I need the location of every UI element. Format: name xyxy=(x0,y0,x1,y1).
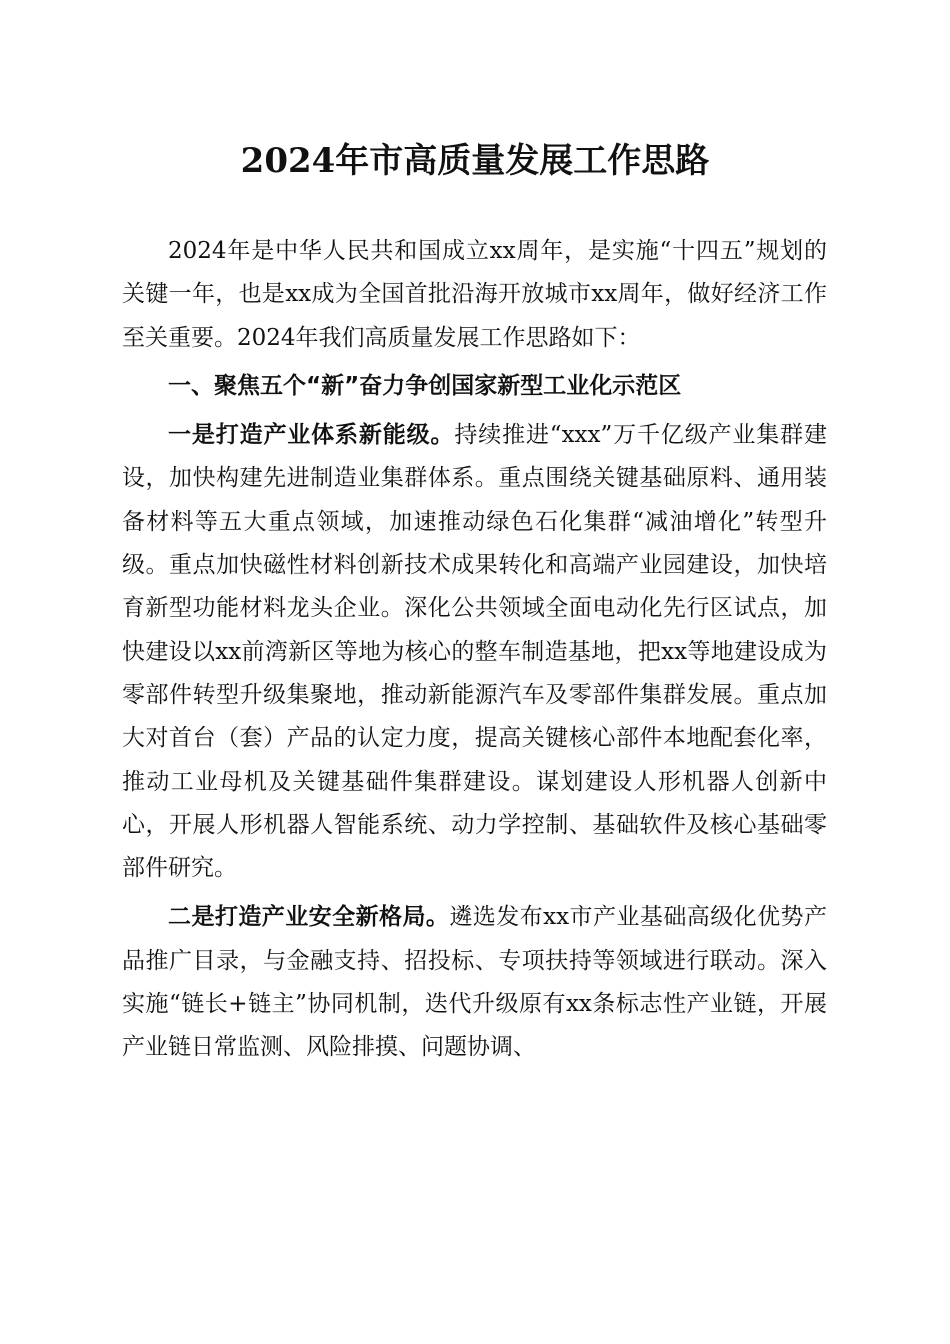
intro-paragraph: 2024年是中华人民共和国成立xx周年，是实施“十四五”规划的关键一年，也是xx成为全国首批沿海开放城市xx周年，做好经济工作至关重要。2024年我们高质量发展工作思路如下： xyxy=(122,238,827,351)
item-body-text: 遴选发布xx市产业基础高级化优势产品推广目录，与金融支持、招投标、专项扶持等领域进行联动。深入实施“链长+链主”协同机制，迭代升级原有xx条标志性产业链，开展产业链日常监测、风险排摸、问题协调、 xyxy=(122,904,827,1061)
section-heading: 一、聚焦五个“新”奋力争创国家新型工业化示范区 xyxy=(168,372,682,399)
item-lead-text: 一是打造产业体系新能级。 xyxy=(168,421,455,449)
item-body-text: 持续推进“xxx”万千亿级产业集群建设，加快构建先进制造业集群体系。重点围绕关键基础原料、通用装备材料等五大重点领域，加速推动绿色石化集群“减油增化”转型升级。重点加快磁性材料创新技术成果转化和高端产业园建设，加快培育新型功能材料龙头企业。深化公共领域全面电动化先行区试点，加快建设以xx前湾新区等地为核心的整车制造基地，把xx等地建设成为零部件转型升级集聚地，推动新能源汽车及零部件集群发展。重点加大对首台（套）产品的认定力度，提高关键核心部件本地配套化率，推动工业母机及关键基础件集群建设。谋划建设人形机器人创新中心，开展人形机器人智能系统、动力学控制、基础软件及核心基础零部件研究。 xyxy=(122,422,828,882)
section-item-paragraph xyxy=(122,413,827,890)
item-lead-text: 二是打造产业安全新格局。 xyxy=(168,903,450,931)
section-item-paragraph xyxy=(122,895,827,1069)
document-body xyxy=(122,230,827,1070)
document-title: 2024年市高质量发展工作思路 xyxy=(240,141,710,181)
